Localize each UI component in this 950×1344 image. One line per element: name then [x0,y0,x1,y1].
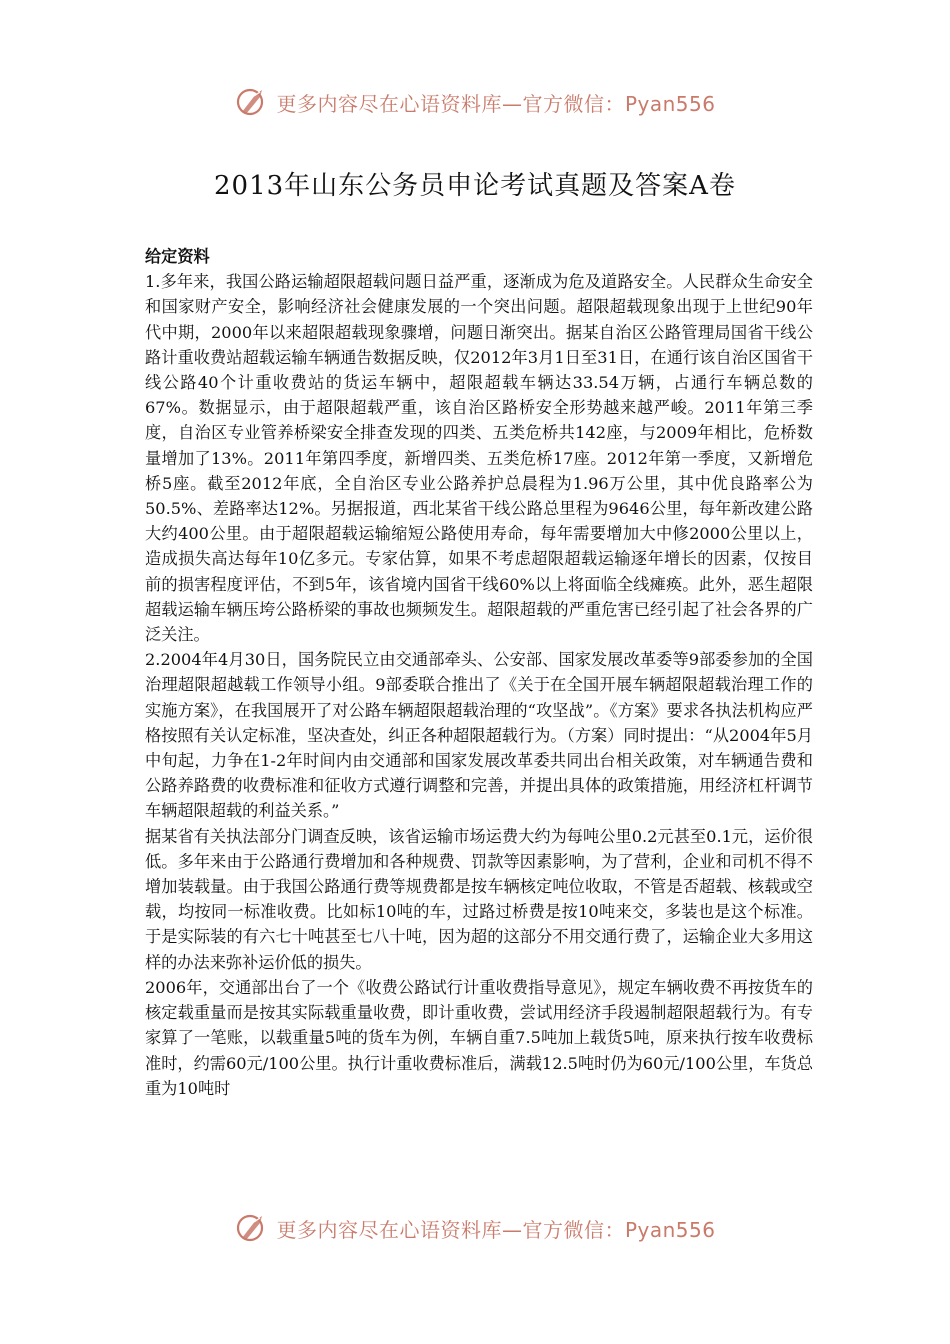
watermark-text: 更多内容尽在心语资料库—官方微信：Pyan556 [276,1217,716,1242]
paragraph: 2006年，交通部出台了一个《收费公路试行计重收费指导意见》，规定车辆收费不再按货车的核定载重量而是按其实际载重量收费，即计重收费，尝试用经济手段遏制超限超载行为。有专家算了一笔账，以载重量5吨的货车为例，车辆自重7.5吨加上载货5吨，原来执行按车收费标准时，约需60元/100公里。执行计重收费标准后，满载12.5吨时仍为60元/100公里，车货总重为10吨时 [145,977,813,1098]
section-heading: 给定资料 [145,247,210,266]
pen-nib-logo-icon [234,1210,270,1246]
watermark-text: 更多内容尽在心语资料库—官方微信：Pyan556 [276,91,716,116]
paragraph: 2.2004年4月30日，国务院民立由交通部牵头、公安部、国家发展改革委等9部委参加的全国治理超限超越载工作领导小组。9部委联合推出了《关于在全国开展车辆超限超载治理工作的实施方案》，在我国展开了对公路车辆超限超载治理的“攻坚战”。《方案》要求各执法机构应严格按照有关认定标准，坚决查处，纠正各种超限超载行为。（方案）同时提出：“从2004年5月中旬起，力争在1-2年时间内由交通部和国家发展改革委共同出台相关政策，对车辆通告费和公路养路费的收费标准和征收方式遵行调整和完善，并提出具体的政策措施，用经济杠杆调节车辆超限超载的利益关系。” [145,650,813,821]
paragraph: 1.多年来，我国公路运输超限超载问题日益严重，逐渐成为危及道路安全。人民群众生命安全和国家财产安全，影响经济社会健康发展的一个突出问题。超限超载现象出现于上世纪90年代中期，2000年以来超限超载现象骤增，问题日渐突出。据某自治区公路管理局国省干线公路计重收费站超载运输车辆通告数据反映，仅2012年3月1日至31日，在通行该自治区国省干线公路40个计重收费站的货运车辆中，超限超载车辆达33.54万辆，占通行车辆总数的67%。数据显示，由于超限超载严重，该自治区路桥安全形势越来越严峻。2011年第三季度，自治区专业管养桥梁安全排查发现的四类、五类危桥共142座，与2009年相比，危桥数量增加了13%。2011年第四季度，新增四类、五类危桥17座。2012年第一季度，又新增危桥5座。截至2012年底，全自治区专业公路养护总晨程为1.96万公里，其中优良路率公为50.5%、差路率达12%。另据报道，西北某省干线公路总里程为9646公里，每年新改建公路大约400公里。由于超限超载运输缩短公路使用寿命，每年需要增加大中修2000公里以上，造成损失高达每年10亿多元。专家估算，如果不考虑超限超载运输逐年增长的因素，仅按目前的损害程度评估，不到5年，该省境内国省干线60%以上将面临全线瘫痪。此外，恶生超限超载运输车辆压垮公路桥梁的事故也频频发生。超限超载的严重危害已经引起了社会各界的广泛关注。 [145,272,813,645]
document-title: 2013年山东公务员申论考试真题及答案A卷 [214,171,736,202]
paragraph: 据某省有关执法部分门调查反映，该省运输市场运费大约为每吨公里0.2元甚至0.1元，运价很低。多年来由于公路通行费增加和各种规费、罚款等因素影响，为了营利，企业和司机不得不增加装载量。由于我国公路通行费等规费都是按车辆核定吨位收取，不管是否超载、核载或空载，均按同一标准收费。比如标10吨的车，过路过桥费是按10吨来交，多装也是这个标准。于是实际装的有六七十吨甚至七八十吨，因为超的这部分不用交通行费了，运输企业大多用这样的办法来弥补运价低的损失。 [145,826,813,972]
document-body [145,244,813,1101]
watermark-header [0,80,950,124]
watermark-footer [0,1206,950,1250]
pen-nib-logo-icon [234,84,270,120]
